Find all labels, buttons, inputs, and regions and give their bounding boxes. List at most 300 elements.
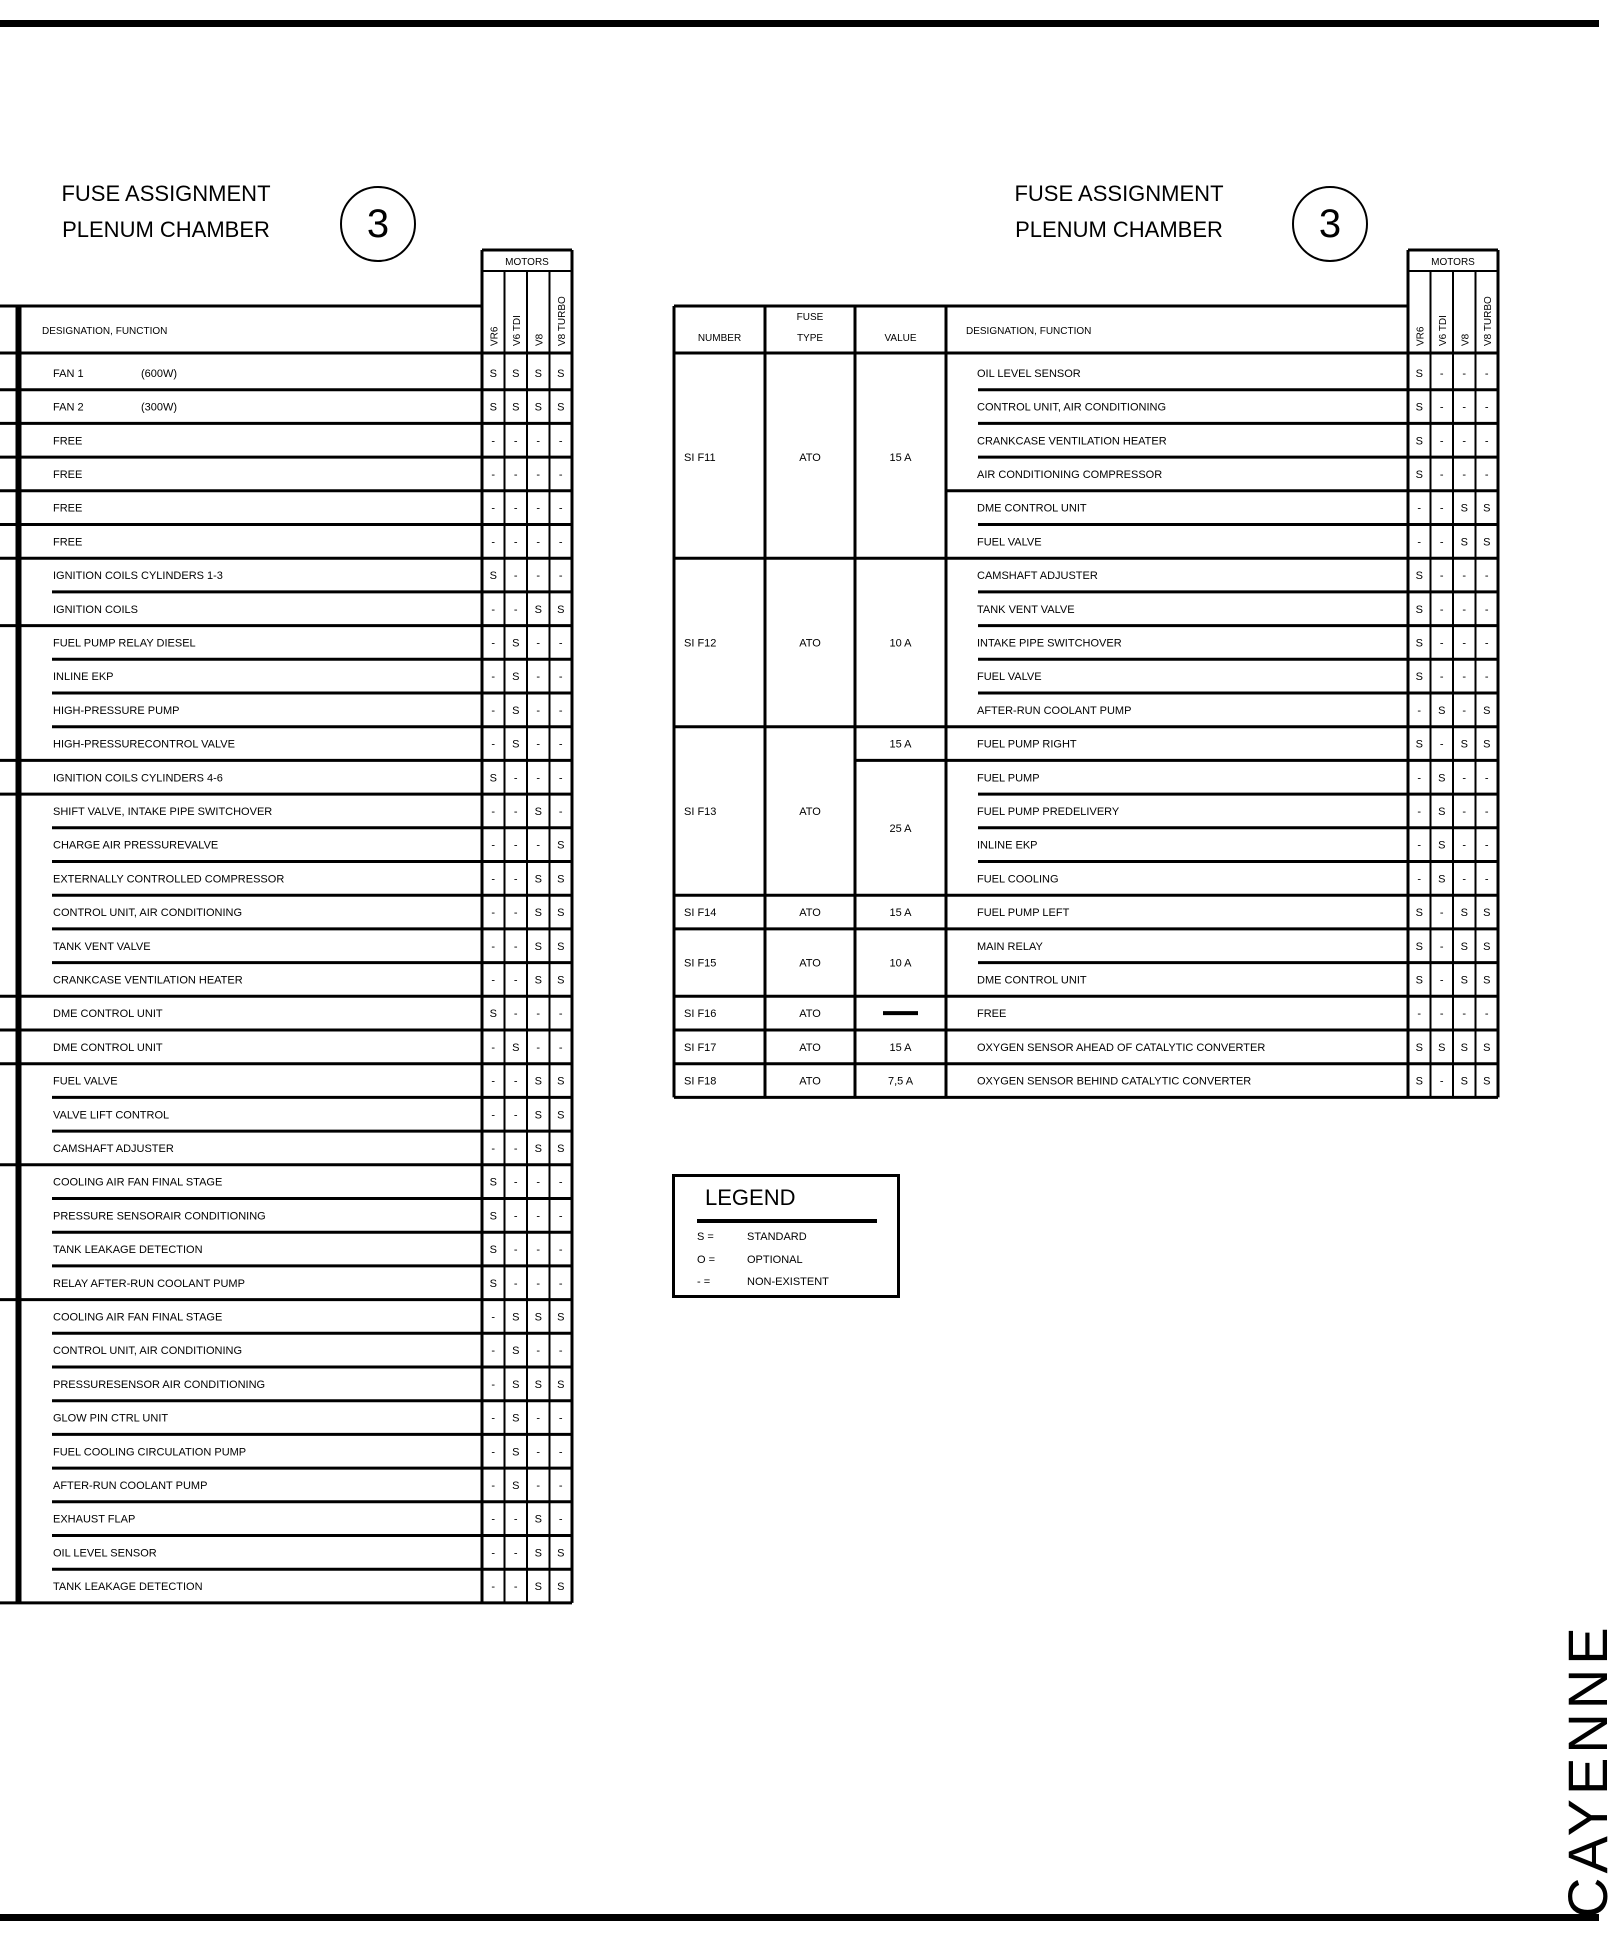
- legend-label: STANDARD: [747, 1231, 807, 1243]
- right-motor-cell: -: [1439, 1075, 1444, 1088]
- right-motor-cell: S: [1438, 772, 1446, 785]
- left-motor-cell: S: [557, 401, 565, 414]
- right-motor-column-header: V8: [1460, 333, 1472, 346]
- left-motor-cell: S: [534, 1075, 542, 1088]
- right-motor-cell: S: [1415, 974, 1423, 987]
- right-motor-cell: -: [1484, 637, 1489, 650]
- left-motor-cell: -: [491, 637, 496, 650]
- left-motor-cell: S: [557, 1547, 565, 1560]
- left-designation-note: (300W): [141, 401, 178, 414]
- right-fuse-number: SI F11: [684, 452, 716, 465]
- left-motor-cell: -: [558, 1412, 563, 1425]
- left-motor-cell: -: [513, 907, 518, 920]
- right-designation-cell: FUEL VALVE: [977, 671, 1042, 684]
- left-motor-cell: -: [491, 974, 496, 987]
- right-motor-cell: S: [1483, 974, 1491, 987]
- left-motor-cell: S: [557, 940, 565, 953]
- left-motor-cell: -: [536, 502, 541, 515]
- left-motor-cell: -: [558, 435, 563, 448]
- left-motor-cell: -: [536, 1008, 541, 1021]
- left-motor-cell: -: [513, 1008, 518, 1021]
- right-motor-cell: -: [1439, 570, 1444, 583]
- right-designation-cell: INTAKE PIPE SWITCHOVER: [977, 637, 1122, 650]
- right-designation-cell: OIL LEVEL SENSOR: [977, 367, 1081, 380]
- left-designation-cell: CRANKCASE VENTILATION HEATER: [53, 974, 243, 987]
- left-motor-cell: S: [512, 1041, 520, 1054]
- left-motor-cell: -: [558, 1277, 563, 1290]
- left-designation-cell: VALVE LIFT CONTROL: [53, 1109, 170, 1122]
- left-motor-cell: S: [557, 974, 565, 987]
- right-fuse-number: SI F16: [684, 1008, 717, 1021]
- left-motor-cell: -: [558, 1041, 563, 1054]
- right-motor-cell: -: [1484, 367, 1489, 380]
- left-motor-cell: S: [489, 1176, 497, 1189]
- right-motor-cell: S: [1460, 1075, 1468, 1088]
- left-designation-cell: TANK LEAKAGE DETECTION: [53, 1244, 203, 1257]
- right-motor-cell: -: [1462, 637, 1467, 650]
- left-motor-cell: -: [536, 1479, 541, 1492]
- left-motor-cell: -: [491, 907, 496, 920]
- left-motor-cell: -: [491, 1547, 496, 1560]
- left-motor-cell: S: [534, 1109, 542, 1122]
- left-motor-cell: S: [557, 367, 565, 380]
- right-fuse-type: ATO: [799, 957, 821, 970]
- left-motor-cell: -: [491, 839, 496, 852]
- left-motor-cell: -: [536, 1412, 541, 1425]
- right-motor-cell: -: [1484, 468, 1489, 481]
- right-designation-cell: INLINE EKP: [977, 839, 1038, 852]
- right-motor-cell: -: [1439, 536, 1444, 549]
- right-motor-cell: S: [1438, 1041, 1446, 1054]
- right-motor-cell: -: [1462, 1008, 1467, 1021]
- left-designation-header: DESIGNATION, FUNCTION: [42, 326, 168, 337]
- right-fuse-type: ATO: [799, 1008, 821, 1021]
- right-designation-cell: DME CONTROL UNIT: [977, 502, 1087, 515]
- right-title-line1: FUSE ASSIGNMENT: [1014, 181, 1224, 206]
- left-designation-cell: CONTROL UNIT, AIR CONDITIONING: [53, 1345, 243, 1358]
- left-motor-cell: -: [513, 1210, 518, 1223]
- left-motor-cell: -: [536, 671, 541, 684]
- right-motor-cell: -: [1462, 603, 1467, 616]
- left-motor-cell: -: [536, 1446, 541, 1459]
- left-motor-cell: -: [513, 974, 518, 987]
- right-motor-cell: -: [1462, 435, 1467, 448]
- right-motor-cell: S: [1483, 536, 1491, 549]
- left-designation-cell: PRESSURE SENSORAIR CONDITIONING: [53, 1210, 266, 1223]
- left-motor-cell: S: [489, 367, 497, 380]
- left-motor-cell: -: [513, 570, 518, 583]
- left-designation-cell: COOLING AIR FAN FINAL STAGE: [53, 1311, 223, 1324]
- right-motor-cell: -: [1484, 671, 1489, 684]
- left-motor-cell: -: [536, 1244, 541, 1257]
- left-motor-cell: S: [557, 1311, 565, 1324]
- left-motor-cell: S: [534, 873, 542, 886]
- right-value-header: VALUE: [884, 333, 917, 344]
- left-motor-cell: -: [491, 940, 496, 953]
- left-designation-cell: GLOW PIN CTRL UNIT: [53, 1412, 169, 1425]
- right-fuse-value: 7,5 A: [887, 1075, 914, 1088]
- right-motors-label: MOTORS: [1431, 257, 1475, 268]
- right-motor-cell: S: [1483, 1041, 1491, 1054]
- right-designation-cell: FUEL VALVE: [977, 536, 1042, 549]
- right-designation-cell: AIR CONDITIONING COMPRESSOR: [977, 468, 1163, 481]
- left-motor-cell: -: [558, 704, 563, 717]
- left-motor-cell: S: [534, 974, 542, 987]
- right-motor-cell: -: [1439, 974, 1444, 987]
- legend-item: [697, 1254, 887, 1266]
- right-fuse-number: SI F13: [684, 805, 717, 818]
- left-designation-cell: FREE: [53, 435, 83, 448]
- left-motor-cell: -: [513, 603, 518, 616]
- right-motor-cell: S: [1415, 940, 1423, 953]
- right-motor-cell: S: [1415, 637, 1423, 650]
- right-motor-cell: -: [1462, 671, 1467, 684]
- left-motor-cell: S: [534, 940, 542, 953]
- left-motor-cell: -: [536, 468, 541, 481]
- right-designation-cell: OXYGEN SENSOR AHEAD OF CATALYTIC CONVERTER: [977, 1041, 1266, 1054]
- right-motor-cell: S: [1415, 435, 1423, 448]
- left-motor-cell: -: [558, 1210, 563, 1223]
- right-fuse-type: ATO: [799, 1041, 821, 1054]
- left-motor-cell: -: [558, 738, 563, 751]
- right-fuse-header: FUSE: [796, 312, 824, 323]
- left-designation-cell: SHIFT VALVE, INTAKE PIPE SWITCHOVER: [53, 805, 273, 818]
- right-designation-cell: CAMSHAFT ADJUSTER: [977, 570, 1098, 583]
- legend-item: [697, 1276, 887, 1288]
- right-designation-cell: FUEL PUMP LEFT: [977, 907, 1070, 920]
- left-motor-cell: -: [536, 839, 541, 852]
- left-motor-cell: -: [491, 1412, 496, 1425]
- left-motor-cell: S: [534, 1378, 542, 1391]
- left-motor-cell: -: [558, 671, 563, 684]
- left-designation-cell: AFTER-RUN COOLANT PUMP: [53, 1479, 208, 1492]
- right-fuse-type: ATO: [799, 452, 821, 465]
- legend-label: NON-EXISTENT: [747, 1276, 829, 1288]
- right-motor-cell: -: [1484, 839, 1489, 852]
- right-motor-cell: S: [1438, 704, 1446, 717]
- left-motor-cell: S: [512, 1345, 520, 1358]
- left-designation-cell: FREE: [53, 502, 83, 515]
- left-motor-cell: -: [491, 1142, 496, 1155]
- left-motor-cell: S: [534, 401, 542, 414]
- right-fuse-type: ATO: [799, 805, 821, 818]
- right-motor-column-header: V6 TDI: [1437, 315, 1449, 346]
- right-motor-cell: S: [1483, 502, 1491, 515]
- left-circle-number: 3: [340, 186, 416, 262]
- left-motor-cell: S: [557, 1075, 565, 1088]
- right-motor-cell: S: [1438, 873, 1446, 886]
- left-motor-cell: S: [534, 1547, 542, 1560]
- left-motor-cell: -: [513, 468, 518, 481]
- right-motor-cell: -: [1484, 570, 1489, 583]
- left-designation-cell: FAN 1: [53, 367, 84, 380]
- right-designation-cell: CRANKCASE VENTILATION HEATER: [977, 435, 1167, 448]
- left-motor-cell: -: [536, 1210, 541, 1223]
- right-motor-cell: S: [1415, 907, 1423, 920]
- left-motor-cell: -: [513, 1547, 518, 1560]
- legend-title: LEGEND: [705, 1185, 796, 1210]
- left-motor-cell: -: [558, 805, 563, 818]
- left-motor-cell: -: [536, 738, 541, 751]
- left-motor-cell: -: [491, 468, 496, 481]
- left-motor-cell: -: [558, 468, 563, 481]
- left-motor-column-header: VR6: [489, 326, 501, 346]
- legend-key: S =: [697, 1231, 714, 1243]
- left-motor-cell: S: [534, 1513, 542, 1526]
- legend-box: [672, 1174, 900, 1298]
- right-motor-cell: S: [1460, 940, 1468, 953]
- right-motor-cell: -: [1484, 805, 1489, 818]
- right-number-header: NUMBER: [697, 333, 742, 344]
- left-motor-cell: S: [512, 1412, 520, 1425]
- right-fuse-number: SI F14: [684, 907, 717, 920]
- right-motor-cell: S: [1483, 940, 1491, 953]
- left-motor-cell: S: [512, 704, 520, 717]
- left-motor-cell: S: [557, 1581, 565, 1594]
- legend-key: - =: [697, 1276, 711, 1288]
- right-motor-cell: S: [1460, 738, 1468, 751]
- right-designation-cell: CONTROL UNIT, AIR CONDITIONING: [977, 401, 1167, 414]
- right-motor-cell: -: [1439, 401, 1444, 414]
- left-motor-cell: -: [513, 435, 518, 448]
- left-designation-cell: OIL LEVEL SENSOR: [53, 1547, 157, 1560]
- right-motor-cell: -: [1462, 839, 1467, 852]
- left-motor-cell: -: [536, 1345, 541, 1358]
- right-motor-cell: -: [1439, 468, 1444, 481]
- left-motor-cell: -: [536, 637, 541, 650]
- left-motor-cell: -: [491, 873, 496, 886]
- right-motor-cell: -: [1417, 704, 1422, 717]
- left-motor-cell: -: [513, 1142, 518, 1155]
- left-motor-cell: -: [491, 536, 496, 549]
- right-designation-header: DESIGNATION, FUNCTION: [966, 326, 1092, 337]
- right-motor-cell: -: [1439, 1008, 1444, 1021]
- left-designation-cell: FUEL PUMP RELAY DIESEL: [53, 637, 196, 650]
- left-motor-cell: -: [558, 1479, 563, 1492]
- left-motor-cell: S: [512, 367, 520, 380]
- right-motor-cell: -: [1417, 502, 1422, 515]
- left-motor-cell: -: [491, 1378, 496, 1391]
- left-motor-column-header: V8: [534, 333, 546, 346]
- left-motor-cell: S: [489, 570, 497, 583]
- left-designation-cell: FUEL VALVE: [53, 1075, 118, 1088]
- right-motor-cell: -: [1484, 772, 1489, 785]
- left-motors-label: MOTORS: [505, 257, 549, 268]
- right-designation-cell: OXYGEN SENSOR BEHIND CATALYTIC CONVERTER: [977, 1075, 1252, 1088]
- right-motor-cell: -: [1462, 468, 1467, 481]
- left-designation-cell: TANK LEAKAGE DETECTION: [53, 1581, 203, 1594]
- right-fuse-number: SI F12: [684, 637, 717, 650]
- left-designation-cell: INLINE EKP: [53, 671, 114, 684]
- right-motor-cell: S: [1483, 907, 1491, 920]
- left-motor-cell: S: [557, 839, 565, 852]
- right-motor-cell: S: [1415, 1041, 1423, 1054]
- right-motor-cell: S: [1415, 468, 1423, 481]
- right-fuse-number: SI F18: [684, 1075, 717, 1088]
- right-fuse-number: SI F15: [684, 957, 717, 970]
- left-motor-cell: S: [534, 1311, 542, 1324]
- left-motor-cell: -: [491, 1109, 496, 1122]
- right-motor-column-header: V8 TURBO: [1482, 296, 1494, 346]
- left-motor-cell: S: [534, 367, 542, 380]
- right-fuse-number: SI F17: [684, 1041, 717, 1054]
- right-motor-cell: -: [1417, 873, 1422, 886]
- right-motor-cell: -: [1462, 401, 1467, 414]
- left-motor-cell: -: [536, 772, 541, 785]
- right-motor-cell: S: [1438, 805, 1446, 818]
- legend-label: OPTIONAL: [747, 1254, 803, 1266]
- left-motor-cell: S: [489, 772, 497, 785]
- right-motor-cell: -: [1417, 1008, 1422, 1021]
- legend-item: [697, 1231, 887, 1243]
- left-designation-cell: IGNITION COILS CYLINDERS 4-6: [53, 772, 223, 785]
- left-designation-cell: CONTROL UNIT, AIR CONDITIONING: [53, 907, 243, 920]
- left-motor-cell: S: [512, 1479, 520, 1492]
- right-motor-cell: -: [1484, 603, 1489, 616]
- right-motor-cell: -: [1462, 805, 1467, 818]
- left-motor-cell: -: [491, 1311, 496, 1324]
- right-motor-cell: S: [1438, 839, 1446, 852]
- right-motor-cell: -: [1439, 637, 1444, 650]
- right-motor-cell: S: [1415, 1075, 1423, 1088]
- left-designation-cell: EXHAUST FLAP: [53, 1513, 136, 1526]
- left-title-line2: PLENUM CHAMBER: [62, 217, 270, 242]
- left-motor-cell: -: [491, 1075, 496, 1088]
- right-motor-cell: S: [1415, 570, 1423, 583]
- right-motor-cell: -: [1417, 536, 1422, 549]
- right-fuse-value: 25 A: [889, 822, 912, 835]
- left-designation-cell: DME CONTROL UNIT: [53, 1008, 163, 1021]
- left-motor-cell: -: [558, 1446, 563, 1459]
- right-motor-cell: -: [1439, 907, 1444, 920]
- right-designation-cell: FUEL PUMP: [977, 772, 1040, 785]
- right-motor-cell: S: [1460, 536, 1468, 549]
- left-motor-cell: -: [491, 1581, 496, 1594]
- left-motor-cell: -: [513, 1277, 518, 1290]
- left-motor-cell: -: [513, 805, 518, 818]
- right-fuse-type: ATO: [799, 1075, 821, 1088]
- right-motor-cell: S: [1415, 738, 1423, 751]
- left-motor-cell: S: [489, 1210, 497, 1223]
- left-motor-cell: -: [513, 1513, 518, 1526]
- right-motor-cell: S: [1415, 367, 1423, 380]
- left-motor-cell: S: [512, 1446, 520, 1459]
- left-designation-cell: EXTERNALLY CONTROLLED COMPRESSOR: [53, 873, 285, 886]
- left-motor-cell: S: [512, 671, 520, 684]
- left-designation-cell: HIGH-PRESSURE PUMP: [53, 704, 180, 717]
- left-motor-cell: S: [512, 738, 520, 751]
- left-motor-column-header: V6 TDI: [511, 315, 523, 346]
- right-fuse-type: ATO: [799, 637, 821, 650]
- left-motor-cell: -: [513, 536, 518, 549]
- left-motor-column-header: V8 TURBO: [556, 296, 568, 346]
- right-motor-cell: -: [1462, 704, 1467, 717]
- left-motor-cell: -: [491, 1446, 496, 1459]
- right-motor-cell: -: [1484, 1008, 1489, 1021]
- left-motor-cell: -: [513, 772, 518, 785]
- left-motor-cell: -: [558, 637, 563, 650]
- left-designation-note: (600W): [141, 367, 178, 380]
- right-designation-cell: DME CONTROL UNIT: [977, 974, 1087, 987]
- left-motor-cell: -: [536, 570, 541, 583]
- left-motor-cell: -: [558, 502, 563, 515]
- left-motor-cell: S: [512, 401, 520, 414]
- left-motor-cell: -: [558, 1345, 563, 1358]
- left-motor-cell: -: [491, 738, 496, 751]
- left-motor-cell: S: [489, 1244, 497, 1257]
- left-motor-cell: S: [557, 873, 565, 886]
- left-motor-cell: -: [558, 772, 563, 785]
- left-designation-cell: IGNITION COILS CYLINDERS 1-3: [53, 570, 223, 583]
- right-motor-cell: -: [1439, 940, 1444, 953]
- left-designation-cell: CAMSHAFT ADJUSTER: [53, 1142, 174, 1155]
- left-motor-cell: -: [536, 704, 541, 717]
- left-title-line1: FUSE ASSIGNMENT: [61, 181, 271, 206]
- right-motor-cell: S: [1460, 907, 1468, 920]
- left-motor-cell: S: [557, 1378, 565, 1391]
- right-fuse-value: 15 A: [889, 907, 912, 920]
- left-motor-cell: -: [491, 603, 496, 616]
- left-motor-cell: S: [489, 1008, 497, 1021]
- right-fuse-type: ATO: [799, 907, 821, 920]
- left-designation-cell: PRESSURESENSOR AIR CONDITIONING: [53, 1378, 266, 1391]
- left-motor-cell: S: [512, 1311, 520, 1324]
- left-motor-cell: -: [513, 1176, 518, 1189]
- right-designation-cell: FUEL COOLING: [977, 873, 1059, 886]
- left-motor-cell: S: [557, 603, 565, 616]
- right-type-header: TYPE: [796, 333, 824, 344]
- left-designation-cell: TANK VENT VALVE: [53, 940, 151, 953]
- right-motor-cell: -: [1439, 367, 1444, 380]
- left-motor-cell: -: [491, 704, 496, 717]
- left-motor-cell: S: [534, 907, 542, 920]
- left-motor-cell: -: [513, 940, 518, 953]
- right-motor-cell: -: [1417, 772, 1422, 785]
- left-motor-cell: -: [491, 1041, 496, 1054]
- right-motor-cell: -: [1439, 603, 1444, 616]
- left-designation-cell: RELAY AFTER-RUN COOLANT PUMP: [53, 1277, 245, 1290]
- left-motor-cell: S: [534, 1581, 542, 1594]
- left-motor-cell: -: [491, 805, 496, 818]
- legend-key: O =: [697, 1254, 716, 1266]
- left-motor-cell: -: [558, 1513, 563, 1526]
- right-motor-cell: S: [1483, 1075, 1491, 1088]
- left-motor-cell: -: [491, 1345, 496, 1358]
- left-motor-cell: S: [512, 637, 520, 650]
- right-motor-cell: S: [1483, 738, 1491, 751]
- left-motor-cell: S: [557, 1109, 565, 1122]
- right-fuse-value: 10 A: [889, 957, 912, 970]
- right-motor-cell: -: [1439, 738, 1444, 751]
- right-motor-column-header: VR6: [1415, 326, 1427, 346]
- left-designation-cell: FUEL COOLING CIRCULATION PUMP: [53, 1446, 247, 1459]
- left-motor-cell: -: [491, 502, 496, 515]
- left-motor-cell: -: [513, 1581, 518, 1594]
- left-motor-cell: -: [491, 1479, 496, 1492]
- right-fuse-value: 10 A: [889, 637, 912, 650]
- right-motor-cell: -: [1417, 805, 1422, 818]
- right-motor-cell: S: [1460, 502, 1468, 515]
- left-motor-cell: -: [491, 671, 496, 684]
- left-motor-cell: -: [513, 502, 518, 515]
- right-fuse-value: 15 A: [889, 1041, 912, 1054]
- right-motor-cell: -: [1484, 435, 1489, 448]
- left-motor-cell: -: [513, 1109, 518, 1122]
- left-motor-cell: S: [489, 1277, 497, 1290]
- left-motor-cell: S: [557, 1142, 565, 1155]
- right-motor-cell: -: [1484, 873, 1489, 886]
- left-designation-cell: FREE: [53, 536, 83, 549]
